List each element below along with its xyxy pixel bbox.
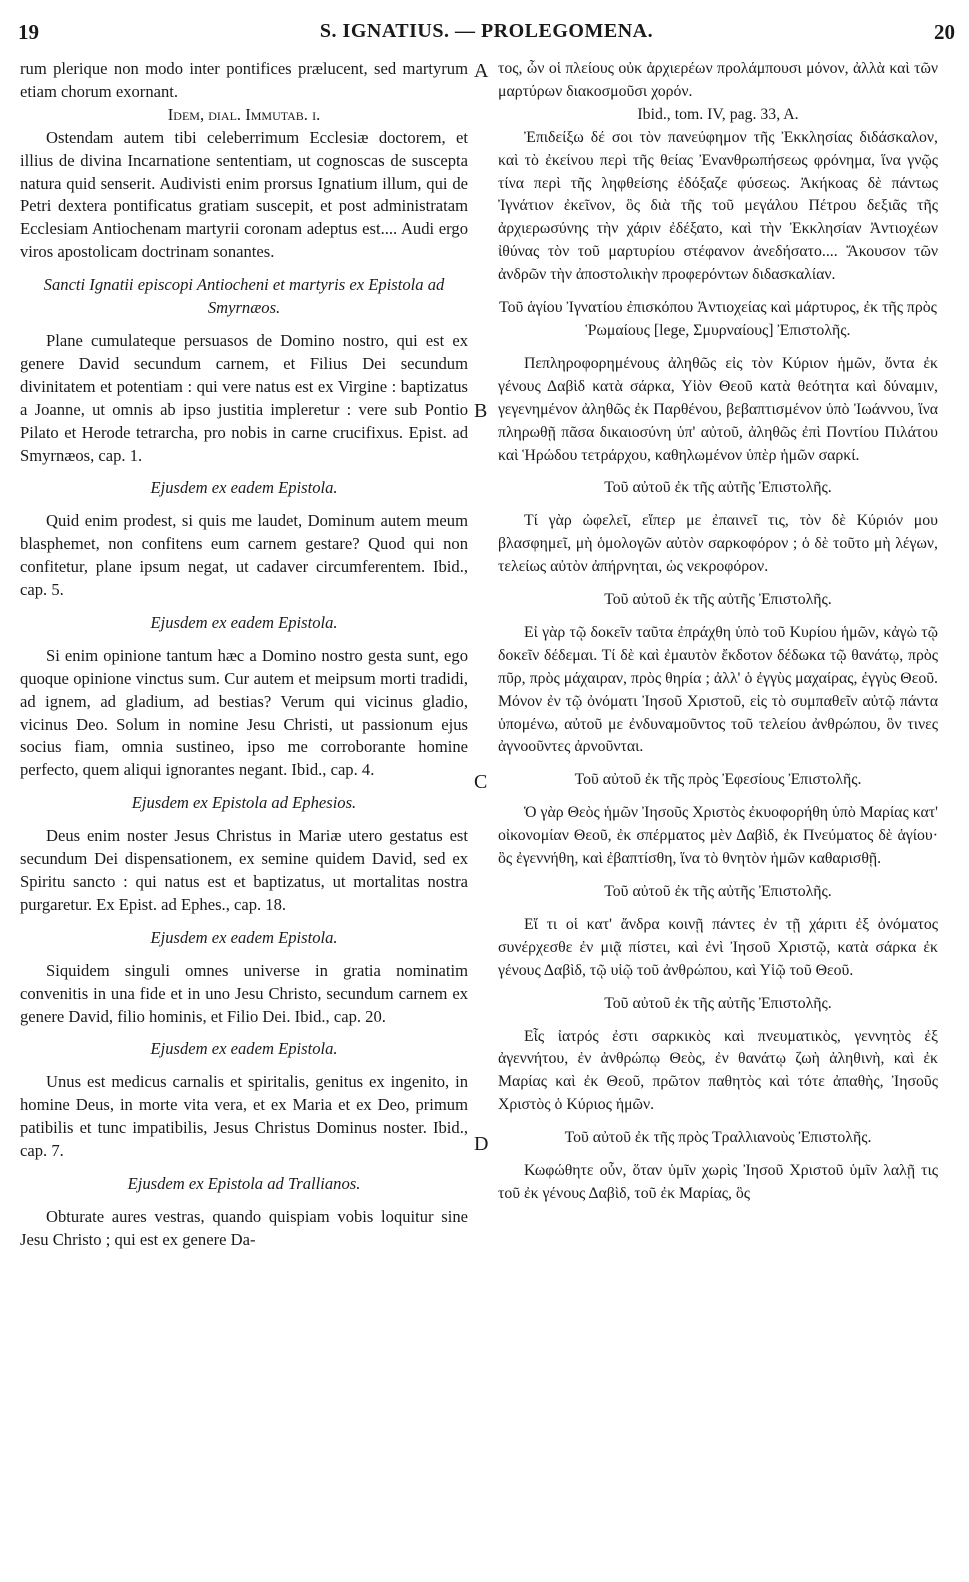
section-marker-c: C <box>474 771 488 793</box>
latin-heading: Ejusdem ex eadem Epistola. <box>150 1039 338 1059</box>
latin-paragraph: Siquidem singuli omnes universe in gratia nominatim convenitis in una fide et in uno Jesu Christo, secundum carnem ex genere David, filio hominis, et Filio Dei. Ibid., cap. 20. <box>20 960 468 1026</box>
latin-heading: Ejusdem ex eadem Epistola. <box>150 612 338 632</box>
latin-heading: Sancti Ignatii episcopi Antiocheni et martyris ex Epistola ad Smyrnæos. <box>43 275 445 318</box>
greek-paragraph: Εἷς ἰατρός ἐστι σαρκικὸς καὶ πνευματικὸς, γεννητὸς ἐξ ἀγεννήτου, ἐν ἀνθρώπῳ Θεὸς, ἐν θανάτῳ ζωὴ ἀληθινὴ, καὶ ἐκ Μαρίας καὶ ἐκ Θεοῦ, πρῶτον παθητὸς καὶ τότε ἀπαθὴς, Ἰησοῦς Χριστὸς ὁ Κύριος ἡμῶν. <box>498 1027 938 1114</box>
latin-column <box>20 58 468 1252</box>
greek-paragraph: Πεπληροφορημένους ἀληθῶς εἰς τὸν Κύριον ἡμῶν, ὄντα ἐκ γένους Δαβὶδ κατὰ σάρκα, Υἱὸν Θεοῦ κατὰ θεότητα καὶ δύναμιν, γεγενημένον ἀληθῶς ἐκ Παρθένου, βεβαπτισμένον ὑπὸ Ἰωάννου, ἵνα πληρωθῇ πᾶσα δικαιοσύνη ὑπ' αὐτοῦ, ἀληθῶς ἐπὶ Ποντίου Πιλάτου καὶ Ἡρώδου τετράρχου, καθηλωμένον ὑπὲρ ἡμῶν σαρκί. <box>498 354 938 464</box>
greek-heading: Τοῦ αὐτοῦ ἐκ τῆς αὐτῆς Ἐπιστολῆς. <box>604 591 832 609</box>
latin-heading: Ejusdem ex eadem Epistola. <box>150 927 338 947</box>
running-title: S. IGNATIUS. — PROLEGOMENA. <box>319 20 654 42</box>
greek-heading: Τοῦ αὐτοῦ ἐκ τῆς αὐτῆς Ἐπιστολῆς. <box>604 883 832 900</box>
greek-heading: Τοῦ αὐτοῦ ἐκ τῆς αὐτῆς Ἐπιστολῆς. <box>604 479 832 497</box>
greek-heading: Τοῦ αὐτοῦ ἐκ τῆς πρὸς Τραλλιανοὺς Ἐπιστολῆς. <box>564 1129 872 1147</box>
greek-paragraph: τος, ὧν οἱ πλείους οὐκ ἀρχιερέων προλάμπουσι μόνον, ἀλλὰ καὶ τῶν μαρτύρων διακοσμοῦσι χορόν. <box>498 60 938 100</box>
latin-heading: Ejusdem ex Epistola ad Trallianos. <box>127 1173 361 1193</box>
page-number-left: 19 <box>18 20 39 44</box>
section-marker-b: B <box>474 400 488 422</box>
greek-paragraph: Εἴ τι οἱ κατ' ἄνδρα κοινῇ πάντες ἐν τῇ χάριτι ἐξ ὀνόματος συνέρχεσθε ἐν μιᾷ πίστει, καὶ ἐνὶ Ἰησοῦ Χριστῷ, κατὰ σάρκα ἐκ γένους Δαβὶδ, τῷ υἱῷ τοῦ ἀνθρώπου, καὶ Υἱῷ τοῦ Θεοῦ. <box>498 915 938 979</box>
page-number-right: 20 <box>934 20 955 44</box>
greek-paragraph: Τί γὰρ ὠφελεῖ, εἴπερ με ἐπαινεῖ τις, τὸν δὲ Κύριόν μου βλασφημεῖ, μὴ ὁμολογῶν αὐτὸν σαρκοφόρον ; ὁ δὲ τοῦτο μὴ λέγων, τελείως αὐτὸν ἀπήρνηται, ὡς νεκροφόρον. <box>498 512 938 576</box>
greek-citation: Ibid., tom. IV, pag. 33, A. <box>637 105 799 123</box>
greek-paragraph: Κωφώθητε οὖν, ὅταν ὑμῖν χωρὶς Ἰησοῦ Χριστοῦ ὑμῖν λαλῇ τις τοῦ ἐκ γένους Δαβὶδ, τοῦ ἐκ Μαρίας, ὃς <box>498 1162 938 1202</box>
greek-paragraph: Ἐπιδείξω δέ σοι τὸν πανεύφημον τῆς Ἐκκλησίας διδάσκαλον, καὶ τὸ ἐκείνου περὶ τῆς θείας Ἐνανθρωπήσεως φρόνημα, ἵνα γνῷς τίνα περὶ τῆς ληφθείσης ἐδόξαζε φύσεως. Ἀκήκοας δὲ πάντως Ἰγνάτιον ἐκεῖνον, ὃς διὰ τῆς τοῦ μεγάλου Πέτρου δεξιᾶς τῆς ἀρχιερωσύνης τὴν χάριν ἐδέξατο, καὶ τὴν Ἐκκλησίαν Ἀντιοχέων ἰθύνας τὸν τοῦ μαρτυρίου στέφανον ἀνεδήσατο.... Ἄκουσον τῶν ἀνδρῶν τὴν ἀποστολικὴν προφερόντων διδασκαλίαν. <box>498 128 938 284</box>
page-header <box>18 20 955 50</box>
latin-citation: Idem, dial. Immutab. i. <box>167 104 321 124</box>
latin-paragraph: Ostendam autem tibi celeberrimum Ecclesiæ doctorem, et illius de divina Incarnatione sententiam, ut cognoscas de suscepta natura quid senserit. Audivisti enim prorsus Ignatium illum, qui de Petri dextera pontificatus gratiam suscepit, et post administratam Ecclesiam Antiochenam martyrii coronam adeptus est.... Audi ergo viros apostolicam doctrinam sonantes. <box>20 127 468 262</box>
section-marker-a: A <box>474 60 489 82</box>
greek-heading: Τοῦ αὐτοῦ ἐκ τῆς πρὸς Ἐφεσίους Ἐπιστολῆς. <box>574 771 862 789</box>
greek-column <box>498 58 938 1206</box>
greek-heading: Τοῦ αὐτοῦ ἐκ τῆς αὐτῆς Ἐπιστολῆς. <box>604 994 832 1012</box>
greek-paragraph: Εἰ γὰρ τῷ δοκεῖν ταῦτα ἐπράχθη ὑπὸ τοῦ Κυρίου ἡμῶν, κἀγὼ τῷ δοκεῖν δέδεμαι. Τί δὲ καὶ ἐμαυτὸν ἔκδοτον δέδωκα τῷ θανάτῳ, πρὸς πῦρ, πρὸς μάχαιραν, πρὸς θηρία ; ἀλλ' ὁ ἐγγὺς μαχαίρας, ἐγγὺς Θεοῦ. Μόνον ἐν τῷ ὀνόματι Ἰησοῦ Χριστοῦ, εἰς τὸ συμπαθεῖν αὐτῷ πάντα ὑπομένω, αὐτοῦ με ἐνδυναμοῦντος τοῦ τελείου ἀνθρώπου, ὃν τινες ἀγνοοῦντες ἀρνοῦνται. <box>498 623 938 756</box>
latin-paragraph: Obturate aures vestras, quando quispiam vobis loquitur sine Jesu Christo ; qui est ex genere Da- <box>20 1206 468 1249</box>
latin-heading: Ejusdem ex eadem Epistola. <box>150 478 338 498</box>
greek-paragraph: Ὁ γὰρ Θεὸς ἡμῶν Ἰησοῦς Χριστὸς ἐκυοφορήθη ὑπὸ Μαρίας κατ' οἰκονομίαν Θεοῦ, ἐκ σπέρματος μὲν Δαβὶδ, ἐκ Πνεύματος δὲ ἁγίου· ὃς ἐγεννήθη, καὶ ἐβαπτίσθη, ἵνα τὸ θνητὸν ἡμῶν καθαρισθῇ. <box>498 804 938 868</box>
latin-paragraph: Deus enim noster Jesus Christus in Mariæ utero gestatus est secundum Dei dispensationem, ex semine quidem David, sed ex Spiritu sancto : qui natus est et baptizatus, ut mortalitas nostra purgaretur. Ex Epist. ad Ephes., cap. 18. <box>20 826 468 914</box>
latin-paragraph: Quid enim prodest, si quis me laudet, Dominum autem meum blasphemet, non confitens eum carnem gestare? Quod qui non confitetur, plane ipsum negat, ut cadaver circumferentem. Ibid., cap. 5. <box>20 511 468 600</box>
latin-paragraph: Plane cumulateque persuasos de Domino nostro, qui est ex genere David secundum carnem, et Filius Dei secundum divinitatem et potentiam : qui vere natus est ex Virgine : baptizatus a Joanne, ut omnis ab ipso justitia impleretur : vere sub Pontio Pilato et Herode tetrarcha, pro nobis in carne crucifixus. Epist. ad Smyrnæos, cap. 1. <box>20 330 468 465</box>
latin-heading: Ejusdem ex Epistola ad Ephesios. <box>131 793 357 813</box>
section-marker-d: D <box>474 1133 489 1155</box>
greek-heading: Τοῦ ἁγίου Ἰγνατίου ἐπισκόπου Ἀντιοχείας καὶ μάρτυρος, ἐκ τῆς πρὸς Ῥωμαίους [lege, Σμυρναίους] Ἐπιστολῆς. <box>499 299 937 339</box>
latin-paragraph: Unus est medicus carnalis et spiritalis, genitus ex ingenito, in homine Deus, in morte vita vera, et ex Maria et ex Deo, primum patibilis et tunc impatibilis, Jesus Christus Dominus noster. Ibid., cap. 7. <box>20 1072 468 1161</box>
latin-paragraph: rum plerique non modo inter pontifices prælucent, sed martyrum etiam chorum exornant. <box>20 59 468 101</box>
latin-paragraph: Si enim opinione tantum hæc a Domino nostro gesta sunt, ego quoque opinione vinctus sum. Cur autem et meipsum morti tradidi, ad ignem, ad gladium, ad bestias? Verum qui vicinus gladio, vicinus Deo. Solum in nomine Jesu Christi, ut passionum ejus socius fiam, omnia sustineo, ipso me corroborante homine perfecto, quem aliqui ignorantes negant. Ibid., cap. 4. <box>20 645 468 780</box>
